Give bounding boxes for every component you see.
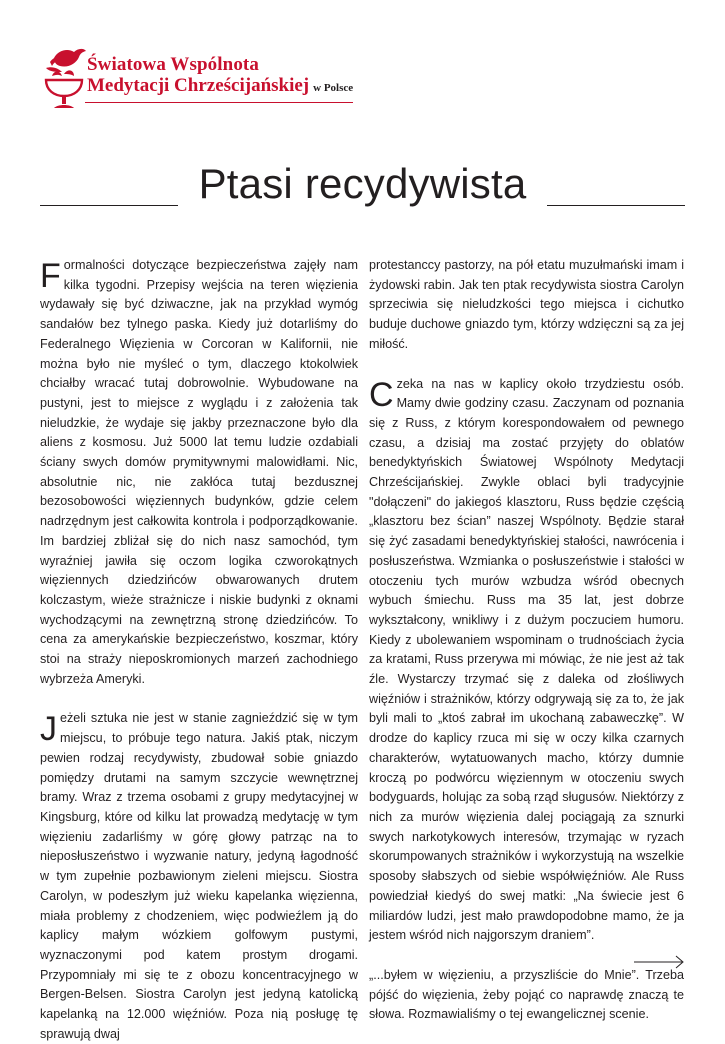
paragraph-text: eżeli sztuka nie jest w stanie zagnieździć się w tym miejscu, to próbuje tego natura. Jakiś ptak, niczym pewien rodzaj recydywisty, zbudował sobie gniazdo pomiędzy drutami na samym szczycie wewnętrznej bramy. Wraz z trzema osobami z grupy medytacyjnej w Kingsburg, które od kilku lat prowadzą medytację w tym więzieniu zadarliśmy w górę głowy patrząc na to nieposłuszeństwo i wyzwanie natury, jedyną łagodność w tym zupełnie pozbawionym zieleni miejscu. Siostra Carolyn, w podeszłym już wieku kapelanka więzienna, miała problemy z chodzeniem, więc podwieźlem ją do kaplicy małym wózkiem golfowym pustymi, wyznaczonymi pod katem prostym drogami. Przypomniały mi się te z obozu koncentracyjnego w Bergen-Belsen. Siostra Carolyn jest jedyną katolicką kapelanką na 12.000 więźniów. Poza nią posługę tę sprawują dwaj bbox=[40, 711, 358, 1041]
logo-underline bbox=[85, 102, 353, 103]
title-rule-right bbox=[547, 205, 685, 206]
paragraph-text: protestanccy pastorzy, na pół etatu muzułmański imam i żydowski rabin. Jak ten ptak recydywista siostra Carolyn sprzeciwia się nieludzkości tego miejsca i cichutko buduje duchowe gniazdo tym, którzy wdzięczni są za jej miłość. bbox=[369, 258, 684, 351]
column-left bbox=[40, 256, 358, 1044]
dropcap: C bbox=[369, 375, 394, 414]
paragraph bbox=[40, 256, 358, 689]
org-name-line1: Światowa Wspólnota bbox=[87, 54, 259, 75]
org-name-line2 bbox=[87, 75, 353, 97]
paragraph-spacer bbox=[369, 355, 684, 375]
paragraph bbox=[369, 375, 684, 946]
organization-logo bbox=[40, 42, 380, 114]
paragraph bbox=[369, 966, 684, 1025]
paragraph-text: zeka na nas w kaplicy około trzydziestu osób. Mamy dwie godziny czasu. Zaczynam od poznania się z Russ, z którym korespondowałem od pewnego czasu, a dzisiaj ma zostać przyjęty do oblatów benedyktyńskich Światowej Wspólnoty Medytacji Chrześcijańskiej. Zwykle oblaci byli tradycyjnie "dołączeni" do jakiegoś klasztoru, Russ będzie częścią „klasztoru bez ścian” naszej Wspólnoty. Będzie starał się żyć zasadami benedyktyńskiej stałości, nawrócenia i posłuszeństwa. Wzmianka o posłuszeństwie i stałości w otoczeniu tych murów wzbudza wśród obecnych wybuch śmiechu. Russ ma 35 lat, jest dobrze wykształcony, wnikliwy i z dużym poczuciem humoru. Kiedy z ubolewaniem wspominam o trudnościach życia za kratami, Russ przerywa mi mówiąc, że nie jest aż tak źle. Wystarczy trzymać się z daleka od złośliwych więźniów i strażników, którzy odgrywają się za to, że jak byli mali to „ktoś zabrał im ukochaną zabaweczkę”. W drodze do kaplicy rzuca mi się w oczy kilka czarnych charakterów, wytatuowanych macho, którzy dumnie kroczą po podwórcu więziennym w otoczeniu swych bodyguards, holując za sobą rząd sługusów. Niektórzy z nich za murów więzienia dalej pociągają za sznurki swych narkotykowych interesów, trzymając w ryzach skorumpowanych strażników i wykorzystują na wszelkie sposoby słabszych od siebie współwięźniów. Ale Russ powiedział kiedyś do swej matki: „Na świecie jest 6 miliardów ludzi, jest mało prawdopodobne mamo, że ja jestem wśród nich najgorszym draniem”. bbox=[369, 376, 684, 943]
paragraph-text: ormalności dotyczące bezpieczeństwa zajęły nam kilka tygodni. Przepisy wejścia na teren więzienia wydawały się być dziwaczne, jak na przykład wymóg sandałów bez tylnego paska. Kiedy już dotarliśmy do Federalnego Więzienia w Corcoran w Kalifornii, nie można było nie myśleć o tym, dlaczego ktokolwiek chciałby wracać tutaj dobrowolnie. Wybudowane na pustyni, jest to miejsce z wyglądu i z założenia tak nieludzkie, że wydaje się jakby przeznaczone było dla aliens z kosmosu. Już 5000 lat temu ludzie ozdabiali ściany swych domów prymitywnymi malowidłami. Nic, absolutnie nic, nie zakłóca tutaj bezdusznej bezosobowości więziennych budynków, gdzie celem nadrzędnym jest całkowita kontrola i podporządkowanie. Im bardziej zbliżał się do nich nasz samochód, tym wyraźniej jawiła się oczom logika czworokątnych więziennych dziedzińców obwarowanych drutem kolczastym, wieże strażnicze i niskie budynki z oknami wychodzącymi na zewnętrzną stronę dziedzińców. To cena za amerykańskie bezpieczeństwo, koszmar, który stoi na straży nieposkromionych marzeń zachodniego wybrzeża Ameryki. bbox=[40, 258, 358, 686]
bird-chalice-logo-icon bbox=[40, 42, 88, 112]
arrow-right-icon[interactable] bbox=[634, 954, 686, 970]
paragraph-text: „...byłem w więzieniu, a przyszliście do Mnie”. Trzeba pójść do więzienia, żeby pojąć co naprawdę znaczą te słowa. Rozmawialiśmy o tej ewangelicznej scenie. bbox=[369, 967, 684, 1022]
org-name-line2-text: Medytacji Chrześcijańskiej bbox=[87, 75, 310, 96]
title-row bbox=[40, 160, 685, 220]
paragraph bbox=[40, 709, 358, 1044]
article-title: Ptasi recydywista bbox=[198, 160, 527, 207]
paragraph-spacer bbox=[40, 689, 358, 709]
column-right bbox=[369, 256, 684, 1025]
paragraph bbox=[369, 256, 684, 355]
dropcap: F bbox=[40, 257, 61, 295]
dropcap: J bbox=[40, 710, 57, 749]
org-name-suffix: w Polsce bbox=[313, 82, 354, 94]
